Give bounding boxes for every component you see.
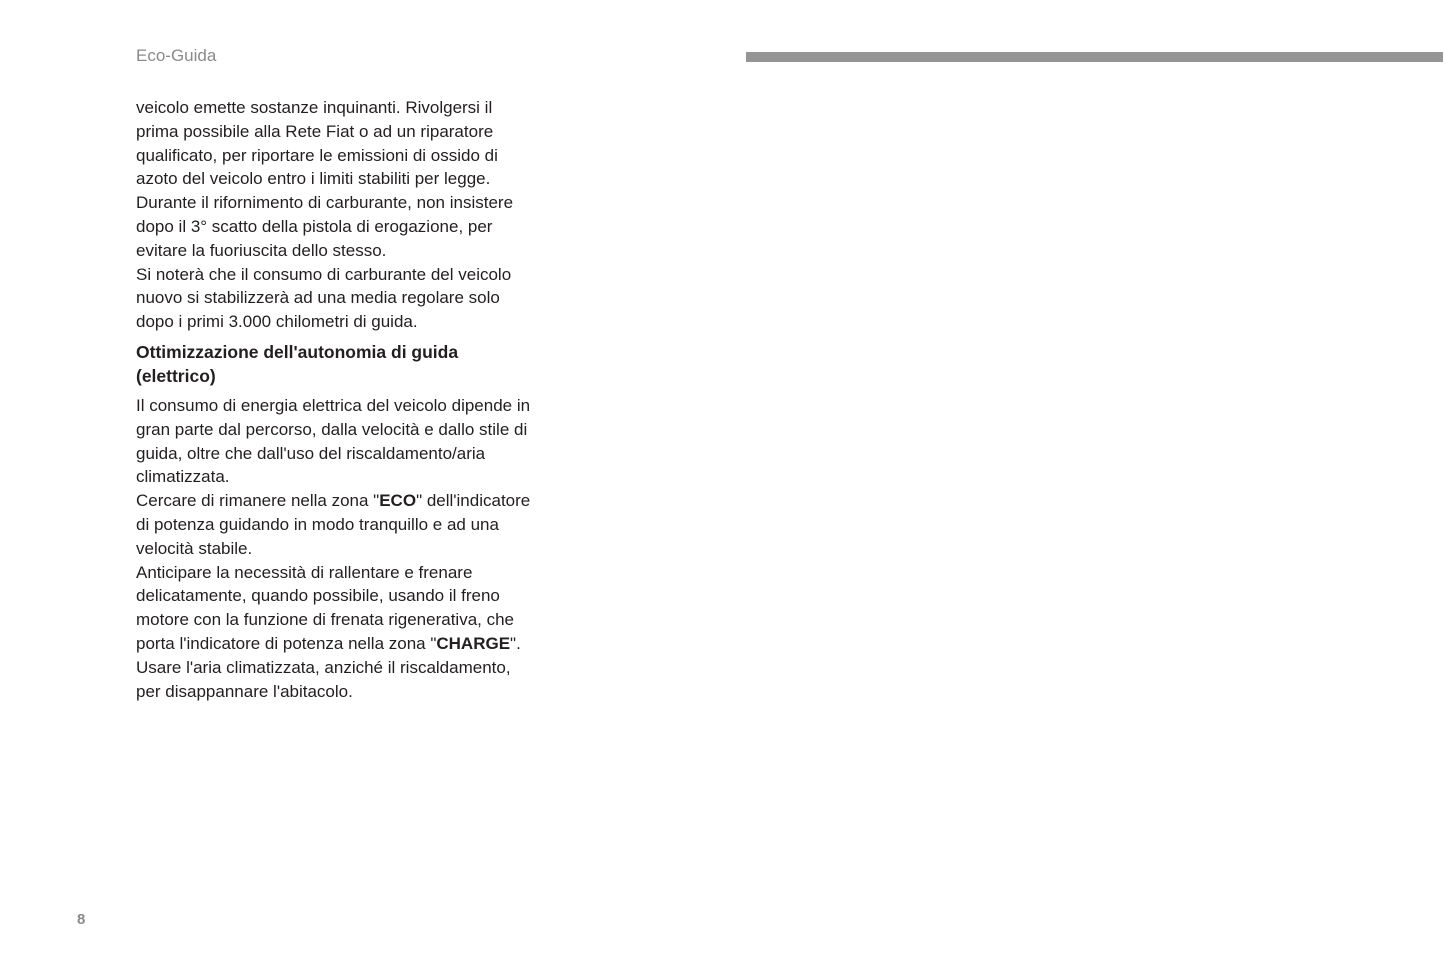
header-divider-bar — [746, 52, 1443, 62]
text-column — [136, 96, 536, 703]
paragraph: Usare l'aria climatizzata, anziché il riscaldamento, per disappannare l'abitacolo. — [136, 657, 511, 701]
text-segment: ". — [510, 633, 521, 653]
eco-keyword: ECO — [379, 491, 417, 511]
section-title: Eco-Guida — [136, 46, 217, 65]
paragraph: Si noterà che il consumo di carburante del veicolo nuovo si stabilizzerà ad una media regolare solo dopo i primi 3.000 chilometri di guida. — [136, 264, 512, 332]
text-segment: Cercare di rimanere nella zona " — [136, 491, 380, 511]
section-heading: Ottimizzazione dell'autonomia di guida (elettrico) — [136, 341, 459, 386]
paragraph: Durante il rifornimento di carburante, non insistere dopo il 3° scatto della pistola di erogazione, per evitare la fuoriuscita dello stesso. — [136, 193, 514, 260]
paragraph: veicolo emette sostanze inquinanti. Rivolgersi il prima possibile alla Rete Fiat o ad un riparatore qualificato, per riportare le emissioni di ossido di azoto del veicolo entro i limiti stabiliti per legge. — [136, 98, 498, 189]
paragraph: Il consumo di energia elettrica del veicolo dipende in gran parte dal percorso, dalla velocità e dallo stile di guida, oltre che dall'uso del riscaldamento/aria climatizzata. — [136, 395, 531, 487]
text-segment: Anticipare la necessità di rallentare e frenare delicatamente, quando possibile, usando il freno motore con la funzione di frenata rigenerativa, che porta l'indicatore di potenza nella zona " — [136, 562, 515, 653]
paragraph — [136, 561, 536, 656]
charge-keyword: CHARGE — [436, 633, 511, 653]
text-segment: " dell'indicatore di potenza guidando in modo tranquillo e ad una velocità stabile. — [136, 491, 531, 558]
page-number: 8 — [77, 911, 86, 928]
paragraph — [136, 489, 536, 560]
